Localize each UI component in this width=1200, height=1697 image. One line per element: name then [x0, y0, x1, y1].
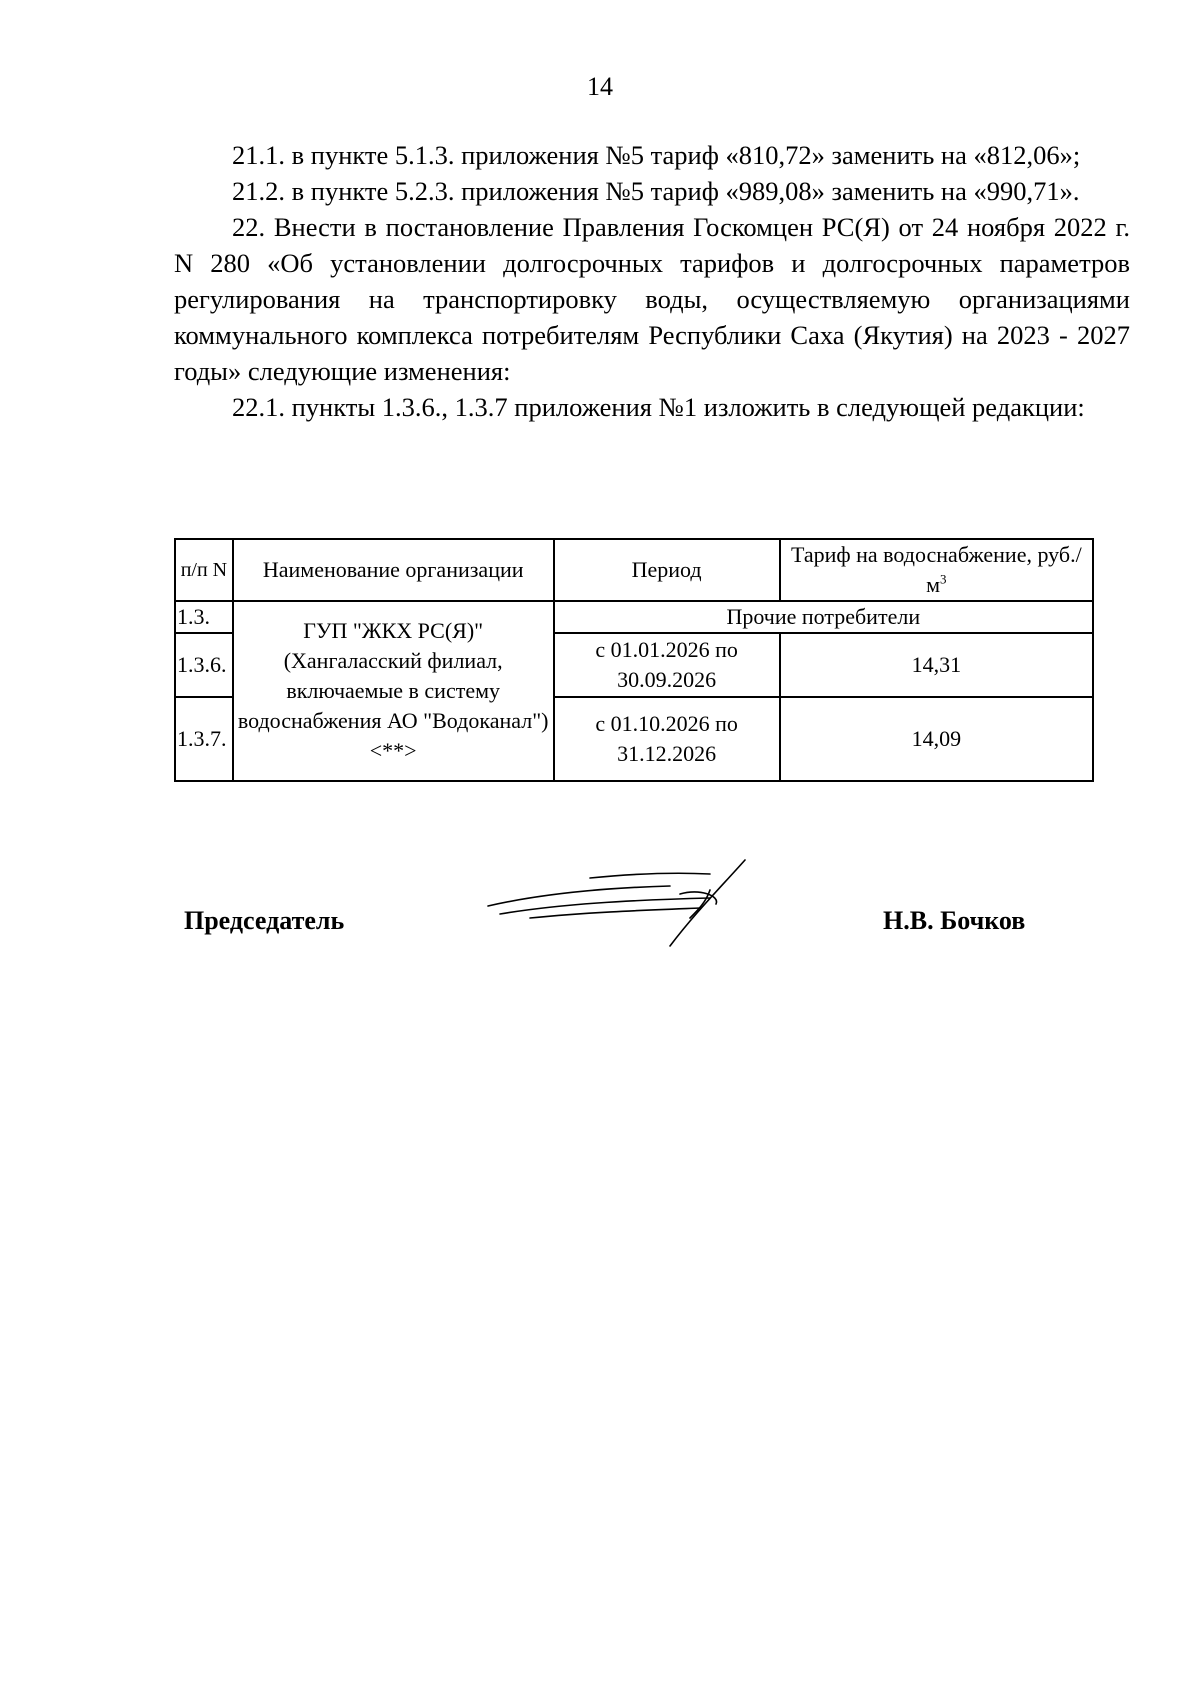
paragraph-21-2: 21.2. в пункте 5.2.3. приложения №5 тариф «989,08» заменить на «990,71». [232, 176, 1080, 206]
header-tariff-superscript: 3 [940, 571, 947, 587]
paragraph-22: 22. Внести в постановление Правления Госкомцен РС(Я) от 24 ноября 2022 г. N 280 «Об установлении долгосрочных тарифов и долгосрочных параметров регулирования на транспортировку воды, осуществляемую организациями коммунального комплекса потребителям Республики Саха (Якутия) на 2023 - 2027 годы» следующие изменения: [174, 212, 1130, 386]
paragraph-22-1: 22.1. пункты 1.3.6., 1.3.7 приложения №1 изложить в следующей редакции: [232, 392, 1085, 422]
paragraph-21-1: 21.1. в пункте 5.1.3. приложения №5 тариф «810,72» заменить на «812,06»; [232, 140, 1081, 170]
signature-stroke [590, 873, 710, 878]
cell-category: Прочие потребители [554, 601, 1093, 633]
cell-period: с 01.10.2026 по 31.12.2026 [554, 697, 780, 781]
signature-block [0, 900, 1200, 960]
table-header-row [175, 539, 1093, 601]
cell-tariff: 14,09 [780, 697, 1093, 781]
signatory-name: Н.В. Бочков [883, 906, 1026, 935]
header-number: п/п N [175, 539, 233, 601]
header-tariff-label: Тариф на водоснабжение, руб./м [790, 542, 1082, 597]
cell-number: 1.3.6. [175, 633, 233, 697]
cell-number: 1.3. [175, 601, 233, 633]
signatory-title: Председатель [184, 906, 345, 935]
cell-number: 1.3.7. [175, 697, 233, 781]
header-tariff [780, 539, 1093, 601]
cell-tariff: 14,31 [780, 633, 1093, 697]
cell-organization: ГУП "ЖКХ РС(Я)" (Хангаласский филиал, включаемые в систему водоснабжения АО "Водоканал") <**> [233, 601, 554, 781]
header-organization: Наименование организации [233, 539, 554, 601]
page-number: 14 [587, 72, 613, 101]
cell-period: с 01.01.2026 по 30.09.2026 [554, 633, 780, 697]
tariff-table [174, 538, 1094, 782]
document-body [174, 137, 1130, 425]
table-row [175, 601, 1093, 633]
header-period: Период [554, 539, 780, 601]
